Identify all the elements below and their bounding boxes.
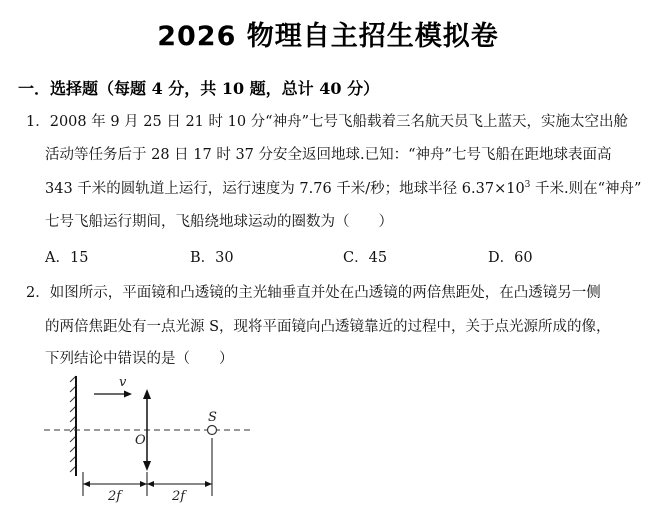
question-1-line-3-text-a: 343 千米的圆轨道上运行，运行速度为 7.76 千米/秒；地球半径 6.37×10: [45, 181, 525, 197]
dimension-label-left: 2f: [108, 489, 122, 504]
dim-arrow-1: [83, 481, 90, 487]
question-1-line-2: 活动等任务后于 28 日 17 时 37 分安全返回地球.已知：“神舟”七号飞船在距地球表面高: [45, 147, 612, 163]
question-2-line-1: 2．如图所示，平面镜和凸透镜的主光轴垂直并处在凸透镜的两倍焦距处，在凸透镜另一侧: [26, 285, 601, 301]
velocity-label: v: [119, 375, 127, 390]
question-1-line-1: 1．2008 年 9 月 25 日 21 时 10 分“神舟”七号飞船载着三名航天员飞上蓝天，实施太空出舱: [26, 114, 629, 130]
lens-arrowhead-bottom: [143, 461, 151, 471]
option-d: D．60: [488, 250, 533, 266]
lens-label: O: [135, 433, 146, 448]
option-c: C．45: [343, 250, 388, 266]
question-2-line-2: 的两倍焦距处有一点光源 S，现将平面镜向凸透镜靠近的过程中，关于点光源所成的像，: [45, 319, 611, 335]
question-1-line-3-text-b: 千米.则在“神舟”: [530, 181, 642, 197]
dim-arrow-3: [147, 481, 154, 487]
source-label: S: [208, 410, 217, 425]
option-a: A．15: [45, 250, 89, 266]
page-title: 2026 物理自主招生模拟卷: [157, 21, 499, 52]
point-source: [208, 426, 217, 435]
lens-arrowhead-top: [143, 389, 151, 399]
velocity-arrowhead: [124, 391, 132, 398]
section-heading: 一．选择题（每题 4 分，共 10 题，总计 40 分）: [18, 79, 380, 98]
question-1-line-3: [45, 177, 641, 198]
question-2-line-3: 下列结论中错误的是（ ）: [45, 351, 234, 367]
option-b: B．30: [190, 250, 234, 266]
exponent: 3: [524, 180, 531, 190]
dimension-label-right: 2f: [172, 489, 186, 504]
question-1-line-4: 七号飞船运行期间，飞船绕地球运动的圈数为（ ）: [45, 214, 393, 230]
optics-figure: [40, 372, 260, 504]
dim-arrow-2: [140, 481, 147, 487]
dim-arrow-4: [205, 481, 212, 487]
